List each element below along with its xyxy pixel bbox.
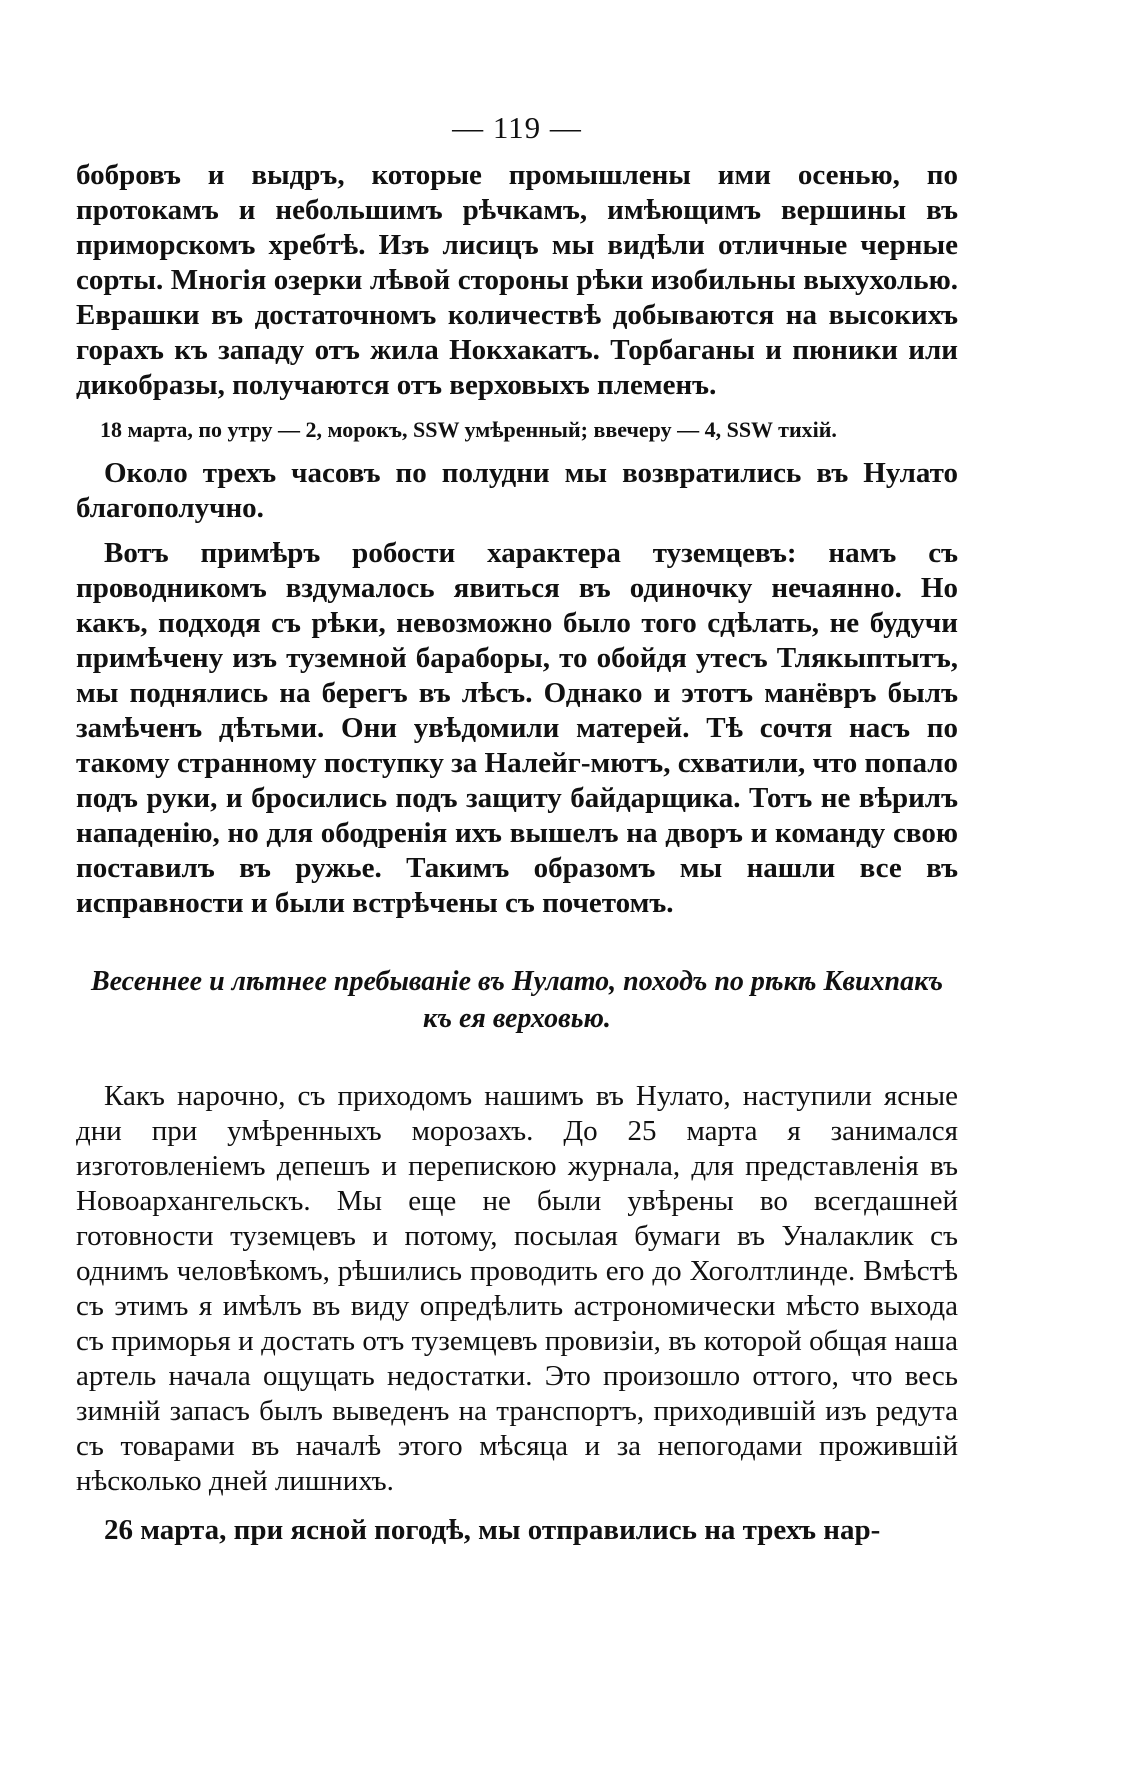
paragraph-march-26: 26 марта, при ясной погодѣ, мы отправились на трехъ нар- (104, 1514, 881, 1546)
weather-note: 18 марта, по утру — 2, морокъ, SSW умѣренный; ввечеру — 4, SSW тихій. (100, 417, 837, 442)
spacer (76, 526, 958, 536)
chapter-heading: Весеннее и лѣтнее пребываніе въ Нулато, походъ по рѣкѣ Квихпакъ къ ея верховью. (90, 966, 944, 1034)
book-page (76, 108, 958, 1548)
paragraph-return: Около трехъ часовъ по полудни мы возвратились въ Нулато благополучно. (76, 457, 958, 524)
paragraph-furs: бобровъ и выдръ, которые промышлены ими осенью, по протокамъ и небольшимъ рѣчкамъ, имѣющимъ вершины въ приморскомъ хребтѣ. Изъ лисицъ мы видѣли отличные черные сорты. Многія озерки лѣвой стороны рѣки изобильны выхухолью. Еврашки въ достаточномъ количествѣ добываются на высокихъ горахъ къ западу отъ жила Нокхакатъ. Торбаганы и пюники или дикобразы, получаются отъ верховыхъ племенъ. (76, 159, 958, 401)
paragraph-natives-timidity: Вотъ примѣръ робости характера туземцевъ: намъ съ проводникомъ вздумалось явиться въ одиночку нечаянно. Но какъ, подходя съ рѣки, невозможно было того сдѣлать, не будучи примѣчену изъ туземной бараборы, то обойдя утесъ Тлякыптытъ, мы поднялись на берегъ въ лѣсъ. Однако и этотъ манёвръ былъ замѣченъ дѣтьми. Они увѣдомили матерей. Тѣ сочтя насъ по такому странному поступку за Налейг-мютъ, схватили, что попало подъ руки, и бросились подъ защиту байдарщика. Тотъ не вѣрилъ нападенію, но для ободренія ихъ вышелъ на дворъ и команду свою поставилъ въ ружье. Такимъ образомъ мы нашли все въ исправности и были встрѣчены съ почетомъ. (76, 537, 958, 919)
spacer (76, 1499, 958, 1513)
paragraph-clear-days: Какъ нарочно, съ приходомъ нашимъ въ Нулато, наступили ясные дни при умѣренныхъ морозахъ. До 25 марта я занимался изготовленіемъ депешъ и перепискою журнала, для представленія въ Новоархангельскъ. Мы еще не были увѣрены во всегдашней готовности туземцевъ и потому, посылая бумаги въ Уналаклик съ однимъ человѣкомъ, рѣшились проводить его до Хоголтлинде. Вмѣстѣ съ этимъ я имѣлъ въ виду опредѣлить астрономически мѣсто выхода съ приморья и достать отъ туземцевъ провизіи, въ которой общая наша артель начала ощущать недостатки. Это произошло оттого, что весь зимній запасъ былъ выведенъ на транспортъ, приходившій изъ редута съ товарами въ началѣ этого мѣсяца и за непогодами прожившій нѣсколько дней лишнихъ. (76, 1080, 958, 1497)
page-number: — 119 — (452, 110, 582, 145)
